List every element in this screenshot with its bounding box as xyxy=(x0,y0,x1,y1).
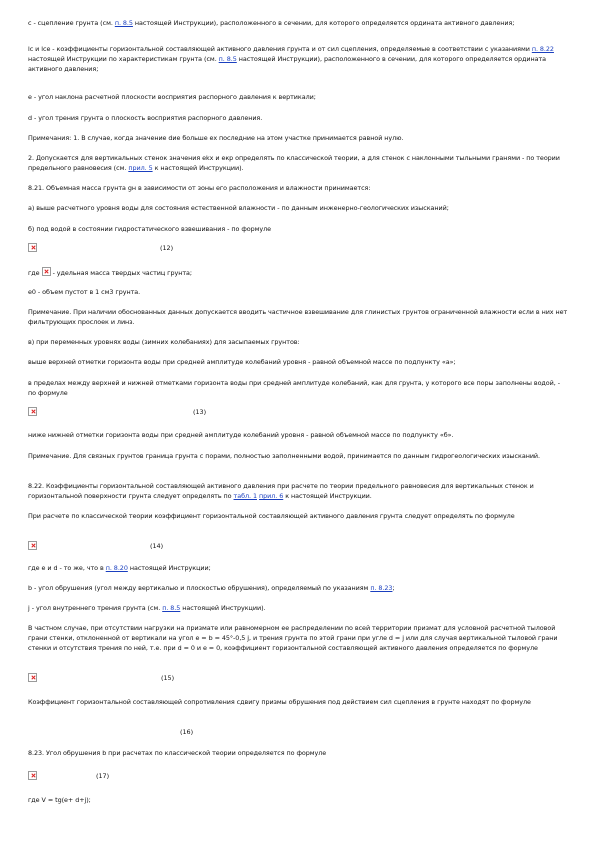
link-p-8-20[interactable]: п. 8.20 xyxy=(105,564,128,572)
paragraph-8-23: 8.23. Угол обрушения b при расчетах по классической теории определяется по формуле xyxy=(28,749,327,757)
paragraph-note-2: 2. Допускается для вертикальных стенок значения ekx и eкр определять по классической теории, а для стенок с наклонными тыльными гранями - по теории предельного равновесия (см. прил. 5 к настоящей Инструкции). xyxy=(28,154,560,172)
broken-image-icon xyxy=(42,267,51,276)
equation-number: (15) xyxy=(161,674,175,682)
paragraph-8-21: 8.21. Объемная масса грунта gн в зависимости от зоны его расположения и влажности принимается: xyxy=(28,184,371,192)
paragraph-8-21-b: б) под водой в состоянии гидростатического взвешивания - по формуле xyxy=(28,225,272,233)
paragraph-where-gamma: где - удельная масса твердых частиц грунта; xyxy=(28,269,192,277)
paragraph-8-22: 8.22. Коэффициенты горизонтальной составляющей активного давления при расчете по теории предельного равновесия для вертикальных стенок и горизонтальной поверхности грунта следует определять по табл. 1 прил. 6 к настоящей Инструкции. xyxy=(28,482,534,500)
link-p-8-5[interactable]: п. 8.5 xyxy=(162,604,181,612)
link-pril-6[interactable]: прил. 6 xyxy=(258,492,284,500)
paragraph-e0: e0 - объем пустот в 1 см3 грунта. xyxy=(28,288,141,296)
paragraph-note-clay: Примечание. При наличии обоснованных данных допускается вводить частичное взвешивание для глинистых грунтов ограниченной влажности если в них нет фильтрующих прослоек и линз. xyxy=(28,308,568,326)
link-p-8-22[interactable]: п. 8.22 xyxy=(531,45,554,53)
link-p-8-5[interactable]: п. 8.5 xyxy=(218,55,237,63)
paragraph-where-e-d: где e и d - то же, что в п. 8.20 настоящей Инструкции; xyxy=(28,564,211,572)
link-p-8-23[interactable]: п. 8.23 xyxy=(370,584,393,592)
paragraph-c-definition: c - сцепление грунта (см. п. 8.5 настоящей Инструкции), расположенного в сечении, для которого определяется ордината активного давления; xyxy=(28,19,515,27)
paragraph-b-angle: b - угол обрушения (угол между вертикалью и плоскостью обрушения), определяемый по указаниям п. 8.23; xyxy=(28,584,395,592)
formula-14 xyxy=(28,541,228,553)
formula-12 xyxy=(28,243,228,255)
link-p-8-5[interactable]: п. 8.5 xyxy=(114,19,133,27)
broken-image-icon xyxy=(28,243,37,252)
link-tabl-1[interactable]: табл. 1 xyxy=(233,492,257,500)
formula-16 xyxy=(28,727,228,739)
broken-image-icon xyxy=(28,673,37,682)
paragraph-where-v: где V = tg(e+ d+j); xyxy=(28,796,91,804)
paragraph-cohesion-coef: Коэффициент горизонтальной составляющей сопротивления сдвигу призмы обрушения под действием сил сцепления в грунте находят по формуле xyxy=(28,698,531,706)
paragraph-lc-definition: lc и lce - коэффициенты горизонтальной составляющей активного давления грунта и от сил сцепления, определяемые в соответствии с указаниями п. 8.22 настоящей Инструкции по характеристикам грунта (см. п. 8.5 настоящей Инструкции), расположенного в сечении, для которого определяется ордината активного давления; xyxy=(28,45,554,73)
equation-number: (16) xyxy=(180,728,194,736)
paragraph-d-definition: d - угол трения грунта о плоскость восприятия распорного давления. xyxy=(28,114,263,122)
broken-image-icon xyxy=(28,407,37,416)
paragraph-above-upper: выше верхней отметки горизонта воды при средней амплитуде колебаний уровня - равной объемной массе по подпункту «а»; xyxy=(28,358,456,366)
paragraph-8-21-a: а) выше расчетного уровня воды для состояния естественной влажности - по данным инженерно-геологических изысканий; xyxy=(28,204,449,212)
paragraph-j-angle: j - угол внутреннего трения грунта (см. п. 8.5 настоящей Инструкции). xyxy=(28,604,266,612)
formula-17 xyxy=(28,771,228,783)
equation-number: (13) xyxy=(193,408,207,416)
paragraph-8-21-v: в) при переменных уровнях воды (зимних колебаниях) для засыпаемых грунтов: xyxy=(28,338,300,346)
broken-image-icon xyxy=(28,541,37,550)
paragraph-e-definition: e - угол наклона расчетной плоскости восприятия распорного давления к вертикали; xyxy=(28,93,316,101)
paragraph-below-lower: ниже нижней отметки горизонта воды при средней амплитуде колебаний уровня - равной объемной массе по подпункту «б». xyxy=(28,431,454,439)
paragraph-special-case: В частном случае, при отсутствии нагрузки на призмате или равномерном ее распределении по всей территории призмат для условной расчетной тыловой грани стенки, отклоненной от вертикали на угол e = b = 45°-0,5 j, и трения грунта по этой грани при угле d = j или для случая вертикальной тыловой грани стенки и отсутствия трения по ней, т.е. при d = 0 и e = 0, коэффициент горизонтальной составляющей активного давления определяется по формуле xyxy=(28,624,558,652)
broken-image-icon xyxy=(28,771,37,780)
paragraph-between-levels: в пределах между верхней и нижней отметками горизонта воды при средней амплитуде колебаний, как для грунта, у которого все поры заполнены водой, - по формуле xyxy=(28,379,560,397)
paragraph-note-1: Примечания: 1. В случае, когда значение dиe больше ex последние на этом участке принимается равной нулю. xyxy=(28,134,404,142)
equation-number: (17) xyxy=(96,772,110,780)
formula-13 xyxy=(28,407,228,419)
text-c-def: c - сцепление грунта (см. xyxy=(28,19,115,27)
paragraph-note-cohesive: Примечание. Для связных грунтов граница грунта с порами, полностью заполненными водой, принимается по данным гидрогеологических изысканий. xyxy=(28,452,541,460)
paragraph-classic-coef: При расчете по классической теории коэффициент горизонтальной составляющей активного давления грунта следует определять по формуле xyxy=(28,512,515,520)
link-pril-5[interactable]: прил. 5 xyxy=(128,164,153,172)
formula-15 xyxy=(28,673,228,685)
equation-number: (12) xyxy=(160,244,174,252)
equation-number: (14) xyxy=(150,542,164,550)
